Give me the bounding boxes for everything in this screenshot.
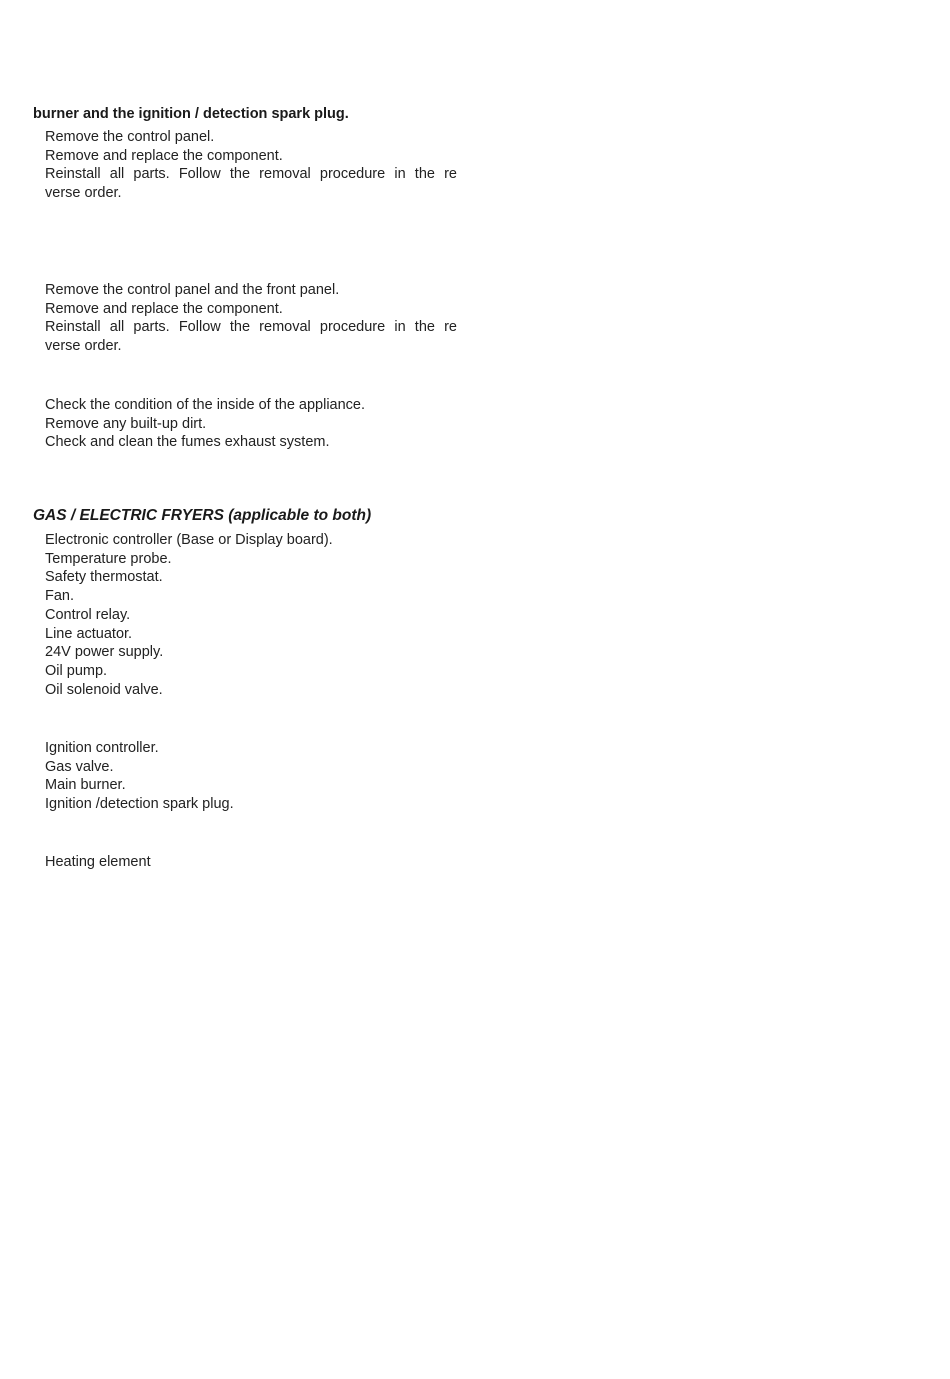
components-list-electric <box>45 853 457 872</box>
component-item: Electronic controller (Base or Display board). <box>45 532 333 548</box>
component-item: 24V power supply. <box>45 644 164 661</box>
step-line: Remove and replace the component. <box>45 300 283 317</box>
check-line: Check the condition of the inside of the appliance. <box>45 397 366 413</box>
section-heading-burner: burner and the ignition / detection spark plug. <box>33 106 349 122</box>
step-line: verse order. <box>45 338 122 355</box>
procedure-steps-control-panel <box>45 128 457 203</box>
maintenance-checks <box>45 396 457 452</box>
component-item: Ignition controller. <box>45 740 159 756</box>
step-line: Remove and replace the component. <box>45 147 283 164</box>
component-item: Control relay. <box>45 606 131 623</box>
component-item: Main burner. <box>45 777 126 794</box>
section-heading-fryers: GAS / ELECTRIC FRYERS (applicable to both) <box>33 507 372 524</box>
component-item: Oil solenoid valve. <box>45 681 163 698</box>
components-list-common <box>45 531 457 699</box>
component-item: Fan. <box>45 588 75 605</box>
component-item: Temperature probe. <box>45 550 172 567</box>
component-item: Gas valve. <box>45 758 114 775</box>
component-item: Ignition /detection spark plug. <box>45 796 234 813</box>
step-line: verse order. <box>45 185 122 202</box>
components-list-gas <box>45 739 457 814</box>
component-item: Line actuator. <box>45 625 133 642</box>
step-line: Remove the control panel and the front panel. <box>45 282 340 298</box>
step-line: Reinstall all parts. Follow the removal procedure in the re <box>45 166 457 183</box>
component-item: Safety thermostat. <box>45 569 163 586</box>
procedure-steps-front-panel <box>45 281 457 356</box>
step-line: Reinstall all parts. Follow the removal procedure in the re <box>45 319 457 336</box>
component-item: Heating element <box>45 854 151 870</box>
check-line: Remove any built-up dirt. <box>45 415 207 432</box>
step-line: Remove the control panel. <box>45 129 215 145</box>
component-item: Oil pump. <box>45 662 108 679</box>
check-line: Check and clean the fumes exhaust system. <box>45 434 330 451</box>
